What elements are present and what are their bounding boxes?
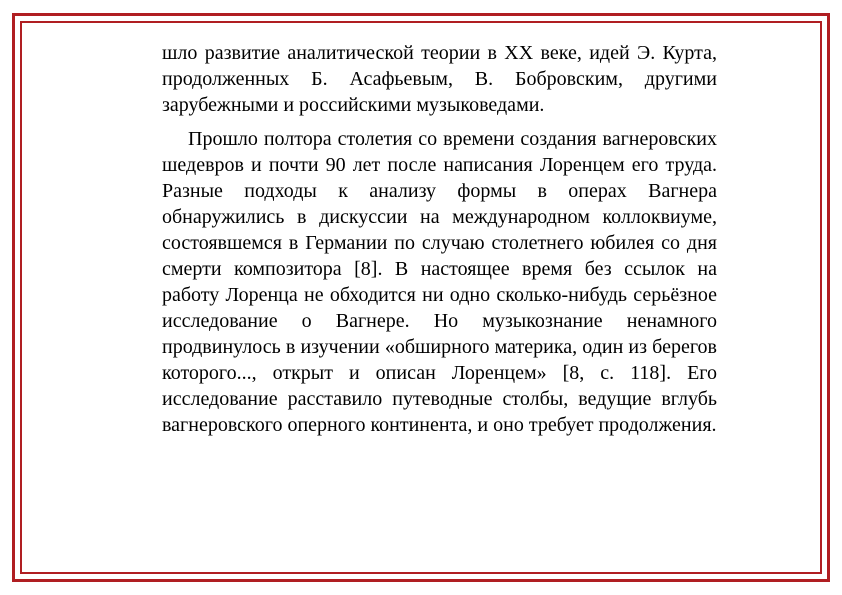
paragraph-2: Прошло полтора столетия со времени создания вагнеровских шедевров и почти 90 лет после написания Лоренцем его труда. Разные подходы к анализу формы в операх Вагнера обнаружились в дискуссии на международном коллоквиуме, состоявшемся в Германии по случаю столетнего юбилея со дня смерти композитора [8]. В настоящее время без ссылок на работу Лоренца не обходится ни одно сколько-нибудь серьёзное исследование о Вагнере. Но музыкознание ненамного продвинулось в изучении «обширного материка, один из берегов которого..., открыт и описан Лоренцем» [8, с. 118]. Его исследование расставило путеводные столбы, ведущие вглубь вагнеровского оперного континента, и оно требует продолжения. (162, 128, 717, 436)
paragraph-1: шло развитие аналитической теории в XX веке, идей Э. Курта, продолженных Б. Асафьевым, В. Бобровским, другими зарубежными и российскими музыковедами. (162, 42, 717, 116)
document-text (162, 40, 717, 438)
